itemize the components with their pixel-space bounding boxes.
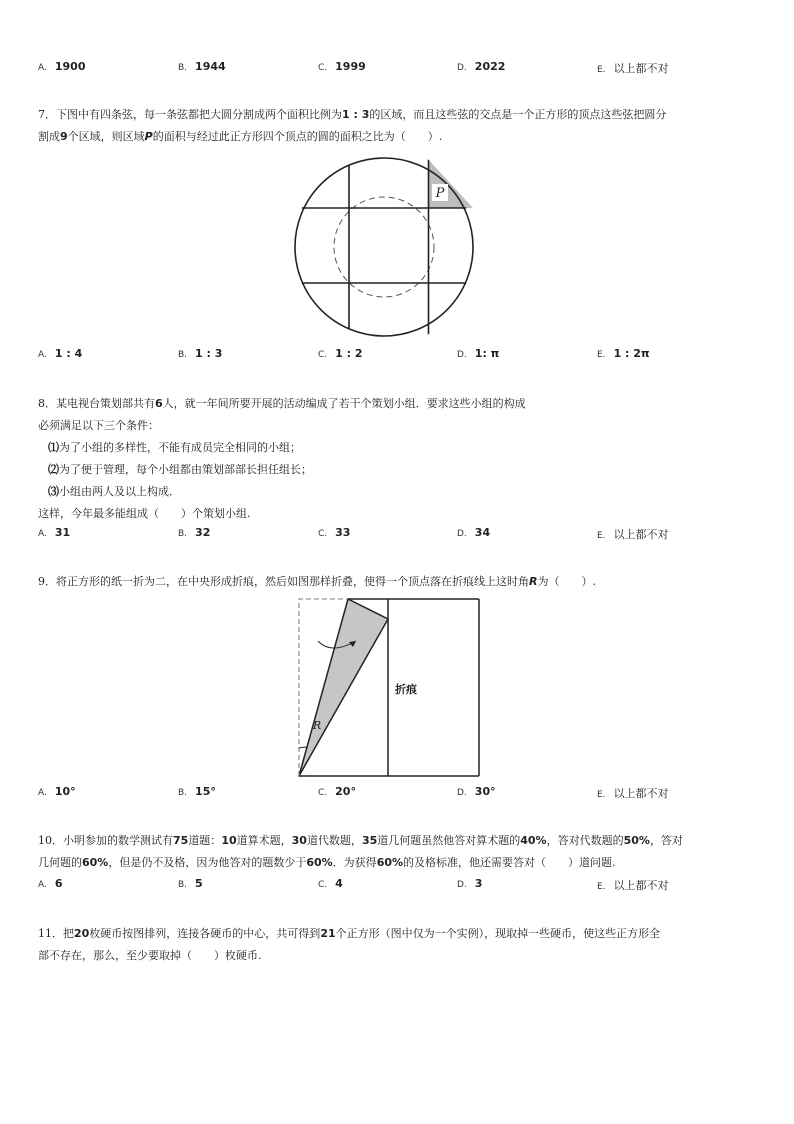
q8-condition-1: ⑴为了小组的多样性，不能有成员完全相同的小组； <box>48 441 301 454</box>
q8-condition-2: ⑵为了便于管理，每个小组都由策划部部长担任组长； <box>48 463 312 476</box>
q8-line-2: 必须满足以下三个条件： <box>38 419 159 432</box>
q10-option-b: B. 5 <box>178 877 203 890</box>
crease-label: 折痕 <box>395 683 417 696</box>
q9-option-b: B. 15° <box>178 785 216 798</box>
q6-option-d: D. 2022 <box>457 60 506 73</box>
q8-option-d: D. 34 <box>457 526 491 539</box>
q7-option-b: B. 1 : 3 <box>178 347 223 360</box>
q10-question <box>38 830 758 874</box>
q8-question <box>38 393 758 525</box>
q10-options <box>0 877 794 893</box>
q10-option-d: D. 3 <box>457 877 483 890</box>
q7-line-1: 7．下图中有四条弦，每一条弦都把大圆分割成两个面积比例为1 : 3的区域，而且这些弦的交点是一个正方形的顶点这些弦把圆分 <box>38 108 667 121</box>
q9-option-c: C. 20° <box>318 785 356 798</box>
q8-line-1: 8．某电视台策划部共有6人，就一年间所要开展的活动编成了若干个策划小组．要求这些小组的构成 <box>38 397 526 410</box>
q8-option-b: B. 32 <box>178 526 211 539</box>
angle-label-r: R <box>312 719 322 732</box>
q6-option-a: A. 1900 <box>38 60 86 73</box>
q6-options <box>0 60 794 76</box>
q9-option-e: E. 以上都不对 <box>597 787 669 800</box>
label-p: P <box>435 186 445 201</box>
angle-arc <box>299 747 307 748</box>
q9-question <box>38 571 758 593</box>
q8-option-e: E. 以上都不对 <box>597 528 669 541</box>
q9-fold-figure <box>296 597 486 779</box>
q8-options <box>0 526 794 542</box>
q7-line-2: 割成9个区域，则区域P的面积与经过此正方形四个顶点的圆的面积之比为（ ）. <box>38 130 443 143</box>
q11-question <box>38 923 758 967</box>
q8-option-c: C. 33 <box>318 526 351 539</box>
q9-option-a: A. 10° <box>38 785 76 798</box>
folded-triangle <box>299 599 388 776</box>
q8-line-6: 这样，今年最多能组成（ ）个策划小组. <box>38 507 251 520</box>
q10-option-e: E. 以上都不对 <box>597 879 669 892</box>
q10-option-c: C. 4 <box>318 877 343 890</box>
q11-line-2: 部不存在，那么，至少要取掉（ ）枚硬币. <box>38 949 262 962</box>
q7-options <box>0 347 794 363</box>
q9-option-d: D. 30° <box>457 785 496 798</box>
q10-line-1: 10．小明参加的数学测试有75道题：10道算术题，30道代数题，35道几何题虽然他答对算术题的40%，答对代数题的50%，答对 <box>38 834 683 847</box>
q10-line-2: 几何题的60%，但是仍不及格，因为他答对的题数少于60%．为获得60%的及格标准，他还需要答对（ ）道问题. <box>38 856 616 869</box>
q7-option-a: A. 1 : 4 <box>38 347 83 360</box>
q7-option-e: E. 1 : 2π <box>597 347 650 360</box>
q7-circle-figure <box>294 157 494 357</box>
q6-option-e: E. 以上都不对 <box>597 62 669 75</box>
q9-line-1: 9．将正方形的纸一折为二，在中央形成折痕，然后如图那样折叠，使得一个顶点落在折痕线上这时角R为（ ）. <box>38 575 596 588</box>
q7-option-d: D. 1: π <box>457 347 500 360</box>
q8-option-a: A. 31 <box>38 526 71 539</box>
q6-option-b: B. 1944 <box>178 60 226 73</box>
q6-option-c: C. 1999 <box>318 60 366 73</box>
q11-line-1: 11．把20枚硬币按图排列，连接各硬币的中心，共可得到21个正方形（图中仅为一个实例），现取掉一些硬币，使这些正方形全 <box>38 927 661 940</box>
q10-option-a: A. 6 <box>38 877 63 890</box>
q9-options <box>0 785 794 801</box>
q8-condition-3: ⑶小组由两人及以上构成． <box>48 485 180 498</box>
q7-option-c: C. 1 : 2 <box>318 347 363 360</box>
q7-question <box>38 104 758 148</box>
